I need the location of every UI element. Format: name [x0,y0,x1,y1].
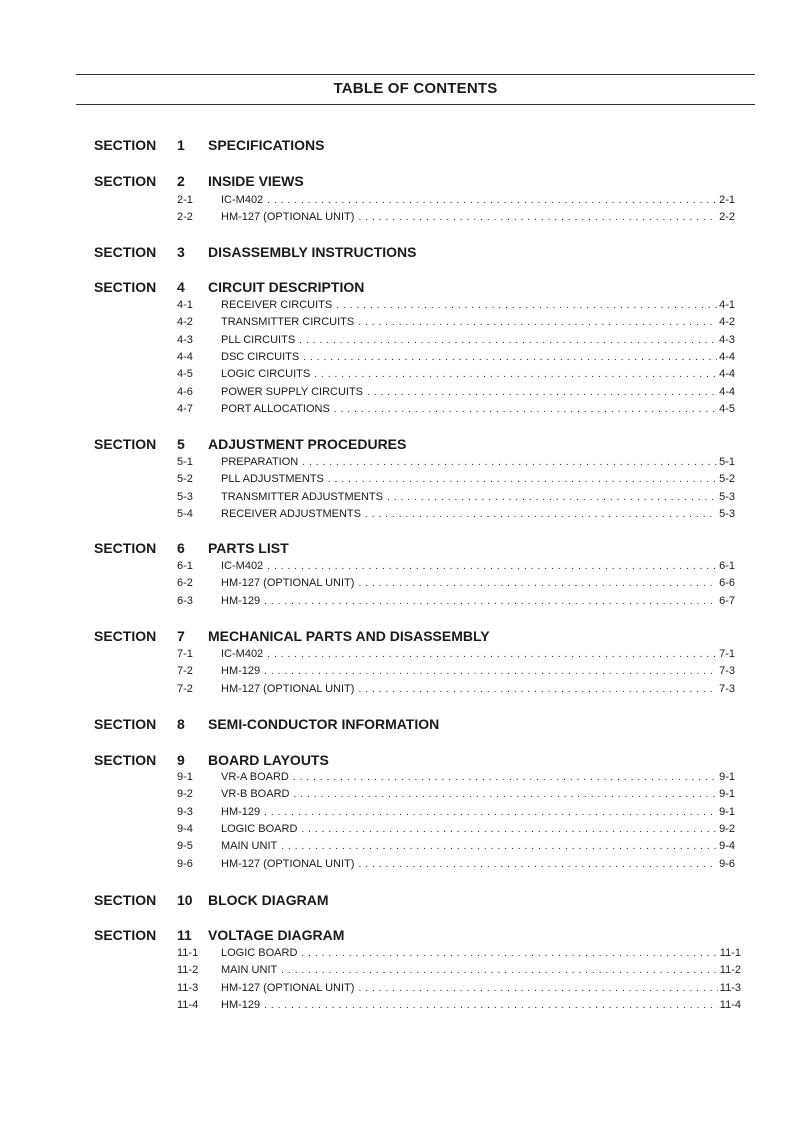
entry-page: 4-1 [719,299,735,311]
section-title: DISASSEMBLY INSTRUCTIONS [208,244,417,260]
section-word: SECTION [94,436,157,452]
entry-page: 11-2 [719,964,741,977]
entry-label: POWER SUPPLY CIRCUITS [221,385,364,398]
dot-leader [336,297,717,314]
dot-leader [299,332,717,349]
section-heading[interactable] [94,538,574,558]
section-title: CIRCUIT DESCRIPTION [208,279,365,295]
entry-label: PORT ALLOCATIONS [221,402,330,415]
entry-page: 9-1 [719,805,735,818]
section-heading[interactable] [94,277,574,297]
entry-page: 6-7 [719,594,735,607]
entry-label: IC-M402 [221,560,264,572]
toc-entry[interactable] [177,471,735,488]
section-number: 4 [177,279,185,295]
toc-entry[interactable] [177,314,735,331]
entry-label: HM-127 (OPTIONAL UNIT) [221,682,355,695]
dot-leader [302,454,717,471]
toc-entry[interactable] [177,192,735,209]
entry-page: 4-3 [719,333,735,346]
entry-page: 5-1 [719,456,735,468]
section-title: INSIDE VIEWS [208,173,304,189]
entry-label: DSC CIRCUITS [221,350,300,363]
section-title: SPECIFICATIONS [208,137,325,153]
page-title: TABLE OF CONTENTS [333,80,498,97]
entry-number: 6-3 [177,594,193,607]
entry-label: PLL ADJUSTMENTS [221,473,324,486]
entry-label: HM-129 [221,998,261,1011]
entry-label: HM-127 (OPTIONAL UNIT) [221,857,355,870]
toc-entry[interactable] [177,804,735,821]
dot-leader [328,471,717,488]
section-title: VOLTAGE DIAGRAM [208,927,345,943]
toc-entry[interactable] [177,663,735,680]
entry-number: 5-2 [177,473,193,486]
section-heading[interactable] [94,626,574,646]
entry-label: VR-B BOARD [221,788,290,801]
section-title: PARTS LIST [208,540,289,556]
section-word: SECTION [94,927,157,943]
section-title: ADJUSTMENT PROCEDURES [208,436,407,452]
dot-leader [365,506,717,523]
entry-page: 7-1 [719,648,735,660]
toc-entry[interactable] [177,297,735,314]
entry-page: 9-1 [719,771,735,783]
entry-number: 7-2 [177,682,193,695]
entry-label: MAIN UNIT [221,964,278,977]
dot-leader [264,663,717,680]
entry-number: 9-3 [177,805,193,818]
section-title: BOARD LAYOUTS [208,752,329,768]
section-word: SECTION [94,540,157,556]
entry-page: 4-4 [719,368,735,381]
section-heading[interactable] [94,171,574,191]
section-title: BLOCK DIAGRAM [208,892,329,908]
entry-number: 4-1 [177,299,193,311]
section-word: SECTION [94,892,157,908]
section-number: 2 [177,173,185,189]
entry-number: 7-2 [177,665,193,678]
entry-number: 11-3 [177,981,199,994]
entry-number: 4-3 [177,333,193,346]
entry-number: 4-5 [177,368,193,381]
toc-entry[interactable] [177,646,735,663]
section-heading[interactable] [94,242,574,262]
dot-leader [358,681,717,698]
section-word: SECTION [94,173,157,189]
entry-page: 4-5 [719,402,735,415]
entry-number: 4-6 [177,385,193,398]
entry-number: 6-1 [177,560,193,572]
toc-entry[interactable] [177,838,735,855]
entry-number: 11-2 [177,964,199,977]
entry-label: HM-129 [221,665,261,678]
section-number: 3 [177,244,185,260]
section-number: 6 [177,540,185,556]
entry-label: IC-M402 [221,648,264,660]
dot-leader [387,489,717,506]
section-number: 7 [177,628,185,644]
entry-label: PREPARATION [221,456,299,468]
entry-number: 6-2 [177,577,193,590]
toc-entry[interactable] [177,558,735,575]
entry-number: 9-1 [177,771,193,783]
entry-number: 2-1 [177,194,193,206]
section-word: SECTION [94,716,157,732]
dot-leader [293,786,717,803]
dot-leader [358,314,717,331]
entry-page: 11-3 [719,981,741,994]
entry-page: 5-2 [719,473,735,486]
dot-leader [267,192,717,209]
section-word: SECTION [94,279,157,295]
toc-entry[interactable] [177,384,735,401]
toc-entry[interactable] [177,489,735,506]
entry-label: IC-M402 [221,194,264,206]
entry-number: 4-4 [177,350,193,363]
toc-entry[interactable] [177,454,735,471]
section-number: 8 [177,716,185,732]
section-heading[interactable] [94,434,574,454]
toc-entry[interactable] [177,366,735,383]
entry-page: 7-3 [719,665,735,678]
section-heading[interactable] [94,750,574,770]
section-heading[interactable] [94,890,574,910]
entry-label: HM-127 (OPTIONAL UNIT) [221,577,355,590]
entry-page: 5-3 [719,490,735,503]
entry-number: 7-1 [177,648,193,660]
entry-number: 4-2 [177,316,193,329]
section-word: SECTION [94,244,157,260]
entry-page: 11-4 [719,998,741,1011]
section-word: SECTION [94,137,157,153]
dot-leader [281,838,717,855]
entry-number: 4-7 [177,402,193,415]
entry-page: 9-6 [719,857,735,870]
entry-number: 5-4 [177,507,193,520]
toc-entry[interactable] [177,506,735,523]
dot-leader [264,804,717,821]
toc-entry[interactable] [177,821,735,838]
entry-label: VR-A BOARD [221,771,289,783]
toc-entry[interactable] [177,575,735,592]
header-top-rule [76,74,755,75]
entry-page: 4-4 [719,385,735,398]
entry-label: RECEIVER ADJUSTMENTS [221,507,361,520]
entry-number: 2-2 [177,211,193,224]
dot-leader [293,769,717,786]
entry-page: 5-3 [719,507,735,520]
entry-label: HM-129 [221,805,261,818]
section-word: SECTION [94,752,157,768]
entry-page: 9-1 [719,788,735,801]
section-number: 11 [177,927,192,943]
entry-page: 6-6 [719,577,735,590]
section-number: 1 [177,137,185,153]
entry-number: 11-1 [177,947,199,959]
entry-number: 9-4 [177,822,193,835]
toc-entry[interactable] [177,349,735,366]
section-title: MECHANICAL PARTS AND DISASSEMBLY [208,628,490,644]
entry-label: LOGIC CIRCUITS [221,368,311,381]
toc-entry[interactable] [177,945,741,962]
entry-label: HM-129 [221,594,261,607]
toc-entry[interactable] [177,681,735,698]
toc-entry[interactable] [177,962,741,979]
dot-leader [334,401,717,418]
entry-page: 9-4 [719,840,735,853]
entry-label: LOGIC BOARD [221,947,298,959]
toc-entry[interactable] [177,209,735,226]
toc-entry[interactable] [177,593,735,610]
dot-leader [358,980,717,997]
dot-leader [267,646,717,663]
entry-page: 4-2 [719,316,735,329]
dot-leader [358,575,717,592]
entry-number: 5-3 [177,490,193,503]
section-heading[interactable] [94,925,574,945]
entry-label: TRANSMITTER ADJUSTMENTS [221,490,383,503]
entry-page: 2-2 [719,211,735,224]
dot-leader [267,558,717,575]
entry-number: 11-4 [177,998,199,1011]
dot-leader [358,856,717,873]
entry-page: 9-2 [719,822,735,835]
entry-label: HM-127 (OPTIONAL UNIT) [221,211,355,224]
toc-entry[interactable] [177,980,741,997]
entry-number: 5-1 [177,456,193,468]
dot-leader [264,997,718,1014]
dot-leader [264,593,717,610]
entry-page: 11-1 [719,947,741,959]
dot-leader [314,366,717,383]
header-bottom-rule [76,104,755,105]
section-title: SEMI-CONDUCTOR INFORMATION [208,716,440,732]
toc-entry[interactable] [177,401,735,418]
entry-number: 9-2 [177,788,193,801]
toc-entry[interactable] [177,997,741,1014]
section-heading[interactable] [94,135,574,155]
toc-entry[interactable] [177,769,735,786]
dot-leader [301,945,717,962]
dot-leader [367,384,717,401]
section-number: 5 [177,436,185,452]
toc-entry[interactable] [177,856,735,873]
dot-leader [303,349,717,366]
section-number: 10 [177,892,193,908]
section-word: SECTION [94,628,157,644]
entry-number: 9-6 [177,857,193,870]
entry-label: PLL CIRCUITS [221,333,296,346]
dot-leader [358,209,717,226]
section-heading[interactable] [94,714,574,734]
entry-number: 9-5 [177,840,193,853]
entry-page: 7-3 [719,682,735,695]
entry-label: LOGIC BOARD [221,822,298,835]
dot-leader [281,962,718,979]
section-number: 9 [177,752,185,768]
entry-label: HM-127 (OPTIONAL UNIT) [221,981,355,994]
entry-page: 6-1 [719,560,735,572]
entry-label: TRANSMITTER CIRCUITS [221,316,355,329]
entry-page: 4-4 [719,350,735,363]
entry-label: RECEIVER CIRCUITS [221,299,333,311]
dot-leader [301,821,717,838]
entry-page: 2-1 [719,194,735,206]
entry-label: MAIN UNIT [221,840,278,853]
toc-entry[interactable] [177,332,735,349]
toc-entry[interactable] [177,786,735,803]
